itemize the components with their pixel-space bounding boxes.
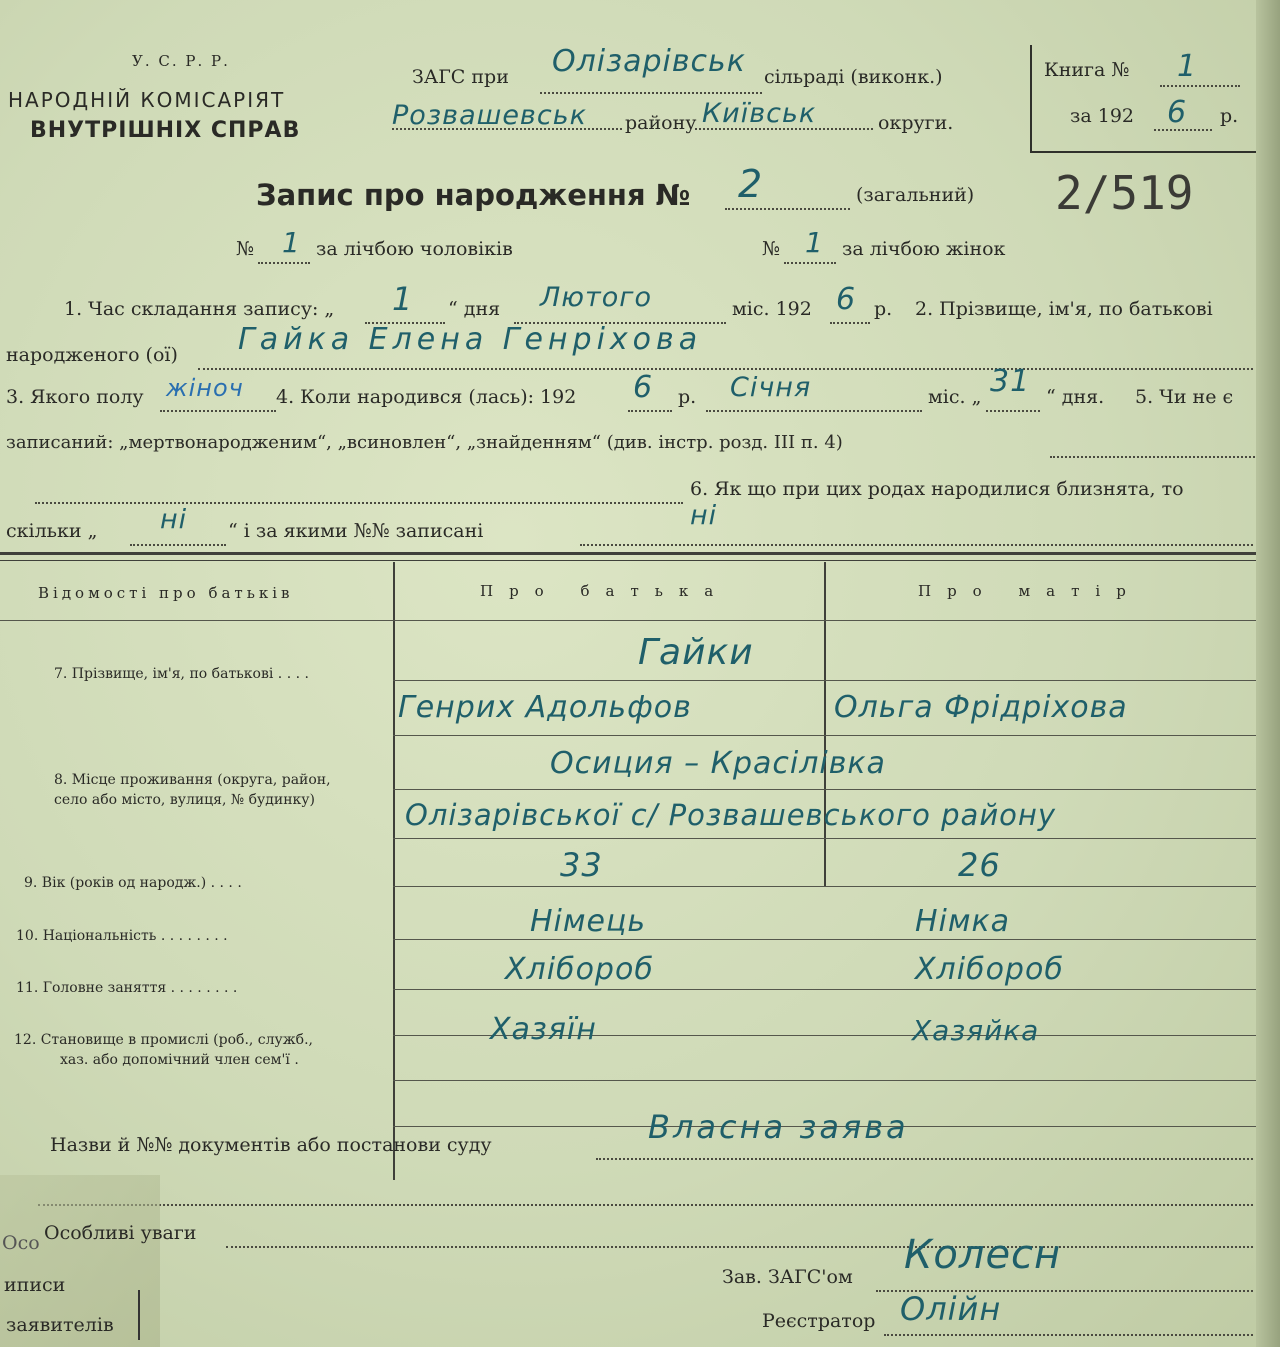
- mother-occupation-value: Хлібороб: [915, 952, 1064, 987]
- registrar-signature: Олійн: [900, 1290, 1002, 1328]
- field6-count: ні: [160, 504, 188, 535]
- field6-cont1: скільки „: [6, 520, 98, 542]
- mother-nationality-value: Німка: [915, 904, 1011, 939]
- book-year-digit: 6: [1167, 95, 1188, 130]
- okruha-label: округи.: [878, 112, 954, 134]
- father-age-value: 33: [560, 846, 603, 884]
- row12-label-1: 12. Становище в промислі (роб., служб.,: [14, 1032, 313, 1048]
- record-general-label: (загальний): [856, 184, 975, 206]
- row10-label: 10. Національність . . . . . . . .: [16, 928, 228, 944]
- book-year-prefix: за 192: [1070, 105, 1134, 127]
- father-position-value: Хазяїн: [490, 1012, 597, 1047]
- commissariat-line2: ВНУТРІШНІХ СПРАВ: [30, 118, 301, 143]
- book-year-suffix: р.: [1220, 105, 1239, 127]
- registrar-label: Реєстратор: [762, 1310, 876, 1332]
- field2-cont: народженого (ої): [6, 344, 178, 366]
- book-label: Книга №: [1044, 59, 1130, 81]
- field3-value: жіноч: [166, 374, 244, 402]
- republic-label: У. С. Р. Р.: [132, 52, 230, 70]
- field4-year: 6: [633, 370, 654, 405]
- field6-label: 6. Як що при цих родах народилися близнята, то: [690, 478, 1184, 500]
- record-title: Запис про народження №: [256, 178, 691, 212]
- raion-value: Розвашевськ: [392, 100, 587, 131]
- field1-day-suffix: “ дня: [448, 298, 501, 320]
- head-label: Зав. ЗАГС'ом: [722, 1266, 853, 1288]
- field4-month: Січня: [730, 372, 812, 403]
- zags-label: ЗАГС при: [412, 66, 509, 88]
- residence-line1: Осиция – Красілівка: [550, 746, 886, 781]
- notes-left-fragment: Осо: [2, 1232, 40, 1254]
- mother-name-value: Ольга Фрідріхова: [834, 690, 1128, 725]
- women-no-value: 1: [805, 226, 824, 259]
- row11-label: 11. Головне заняття . . . . . . . .: [16, 980, 238, 996]
- row9-label: 9. Вік (років од народж.) . . . .: [24, 875, 242, 891]
- field4-day: 31: [990, 364, 1031, 399]
- field1-day: 1: [392, 280, 414, 318]
- row8-label-2: село або місто, вулиця, № будинку): [54, 792, 316, 808]
- signatures-fragment: иписи: [4, 1274, 66, 1296]
- book-number: 1: [1177, 49, 1198, 84]
- row12-label-2: хаз. або допомічний член сем'ї .: [60, 1052, 299, 1068]
- row8-label-1: 8. Місце проживання (округа, район,: [54, 772, 331, 788]
- field1-r: р.: [874, 298, 893, 320]
- notes-label: Особливі уваги: [44, 1222, 197, 1244]
- field4-label: 4. Коли народився (лась): 192: [276, 386, 577, 408]
- father-occupation-value: Хлібороб: [505, 952, 654, 987]
- zags-village-value: Олізарівськ: [552, 44, 746, 79]
- women-label: за лічбою жінок: [842, 238, 1006, 260]
- page-edge: [1256, 0, 1280, 1347]
- field1-month-label: міс. 192: [732, 298, 812, 320]
- field6-cont2: “ і за якими №№ записані: [228, 520, 484, 542]
- record-number: 2: [738, 162, 764, 206]
- field5-label: 5. Чи не є: [1135, 386, 1234, 408]
- men-no-value: 1: [282, 226, 301, 259]
- col-info-header: Відомості про батьків: [38, 584, 294, 602]
- okruha-value: Київськ: [702, 98, 817, 129]
- mother-age-value: 26: [958, 846, 1001, 884]
- col-mother-header: Про матір: [918, 582, 1142, 600]
- head-signature: Колесн: [904, 1232, 1062, 1278]
- men-no-label: №: [236, 238, 254, 260]
- field2-label: 2. Прізвище, ім'я, по батькові: [915, 298, 1213, 320]
- field4-day-label: “ дня.: [1046, 386, 1105, 408]
- field3-label: 3. Якого полу: [6, 386, 144, 408]
- record-corner-number: 2/519: [1055, 166, 1194, 220]
- field4-r: р.: [678, 386, 697, 408]
- father-name-value: Генрих Адольфов: [398, 690, 692, 725]
- father-nationality-value: Німець: [530, 904, 647, 939]
- row7-label: 7. Прізвище, ім'я, по батькові . . . .: [54, 666, 309, 682]
- commissariat-line1: НАРОДНІЙ КОМІСАРІЯТ: [8, 88, 286, 112]
- residence-line2: Олізарівської с/ Розвашевського району: [405, 798, 1057, 832]
- field5-cont: записаний: „мертвонародженим“, „всиновлен“, „знайденням“ (див. інстр. розд. III п. 4): [6, 432, 843, 453]
- field4-month-label: міс. „: [928, 386, 982, 408]
- applicants-bracket: [138, 1290, 146, 1340]
- mother-position-value: Хазяйка: [912, 1014, 1040, 1047]
- field1-year: 6: [836, 282, 857, 317]
- raion-label: району: [625, 112, 697, 134]
- field2-value: Гайка Елена Генріхова: [238, 322, 703, 357]
- field1-label: 1. Час складання запису: „: [64, 298, 335, 320]
- docs-value: Власна заява: [648, 1108, 909, 1146]
- col-father-header: Про батька: [480, 582, 730, 600]
- docs-label: Назви й №№ документів або постанови суду: [50, 1134, 492, 1156]
- women-no-label: №: [762, 238, 780, 260]
- book-box: [1030, 45, 1257, 153]
- men-label: за лічбою чоловіків: [316, 238, 513, 260]
- field1-month: Лютого: [540, 282, 652, 313]
- silradi-label: сільраді (виконк.): [764, 66, 943, 88]
- applicants-label: заявителів: [6, 1314, 114, 1336]
- field6-value: ні: [690, 500, 718, 531]
- surname-value: Гайки: [638, 632, 754, 673]
